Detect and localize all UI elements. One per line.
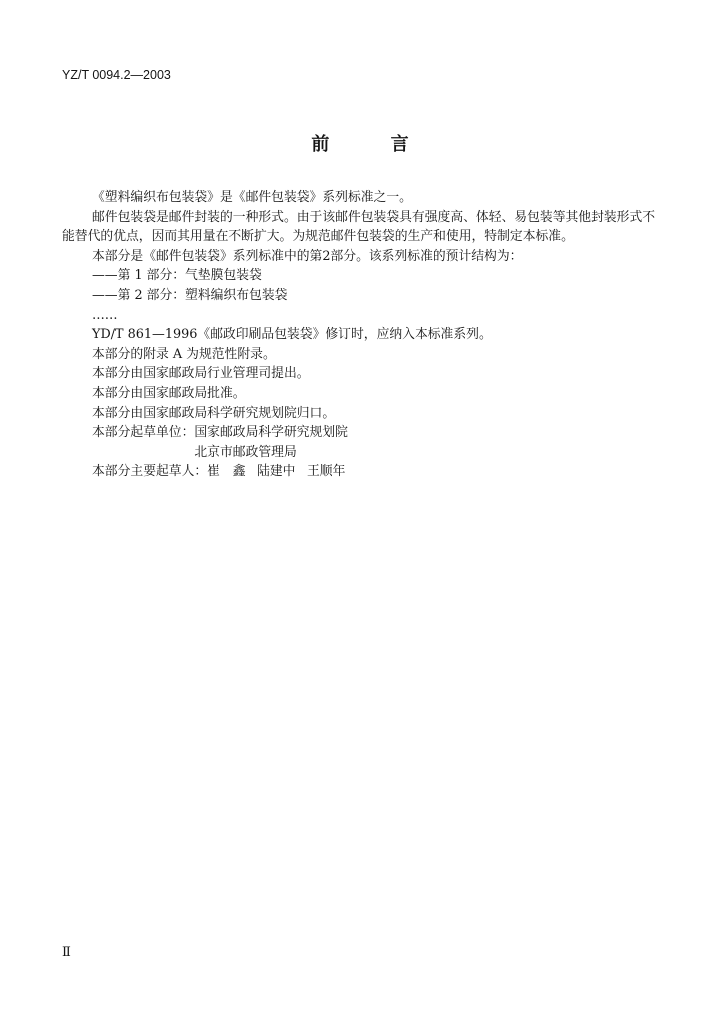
statement-paragraph: YD/T 861—1996《邮政印刷品包装袋》修订时，应纳入本标准系列。 — [92, 327, 492, 343]
drafter-name: 崔 鑫 — [207, 464, 246, 480]
structure-item: ——第 1 部分：气垫膜包装袋 — [92, 268, 262, 284]
statement-paragraph: 本部分由国家邮政局批准。 — [92, 385, 246, 401]
structure-item: ——第 2 部分：塑料编织布包装袋 — [92, 287, 288, 303]
drafting-unit: 北京市邮政管理局 — [194, 444, 297, 460]
page-number: Ⅱ — [62, 945, 71, 960]
drafter-name: 陆建中 — [257, 464, 296, 480]
statement-paragraph: 本部分由国家邮政局科学研究规划院归口。 — [92, 405, 336, 421]
drafting-units — [62, 423, 660, 462]
structure-item-ellipsis: …… — [92, 307, 118, 323]
statement-paragraph: 本部分的附录 A 为规范性附录。 — [92, 346, 276, 362]
drafters-label: 本部分主要起草人： — [92, 464, 208, 480]
preface-body — [62, 188, 660, 482]
drafter-name: 王顺年 — [306, 464, 346, 480]
intro-paragraph: 《塑料编织布包装袋》是《邮件包装袋》系列标准之一。 — [92, 190, 412, 205]
drafting-units-label: 本部分起草单位： — [92, 425, 195, 441]
intro-paragraph: 邮件包装袋是邮件封装的一种形式。由于该邮件包装袋具有强度高、体轻、易包装等其他封装形式不能替代的优点，因而其用量在不断扩大。为规范邮件包装袋的生产和使用，特制定本标准。 — [62, 209, 656, 245]
intro-paragraph: 本部分是《邮件包装袋》系列标准中的第2部分。该系列标准的预计结构为： — [92, 248, 523, 264]
drafting-unit: 国家邮政局科学研究规划院 — [194, 425, 348, 441]
drafters — [62, 462, 660, 482]
preface-title: 前 言 — [311, 134, 431, 155]
standard-code: YZ/T 0094.2—2003 — [62, 68, 171, 82]
drafting-units-list — [194, 423, 348, 462]
statement-paragraph: 本部分由国家邮政局行业管理司提出。 — [92, 366, 310, 382]
